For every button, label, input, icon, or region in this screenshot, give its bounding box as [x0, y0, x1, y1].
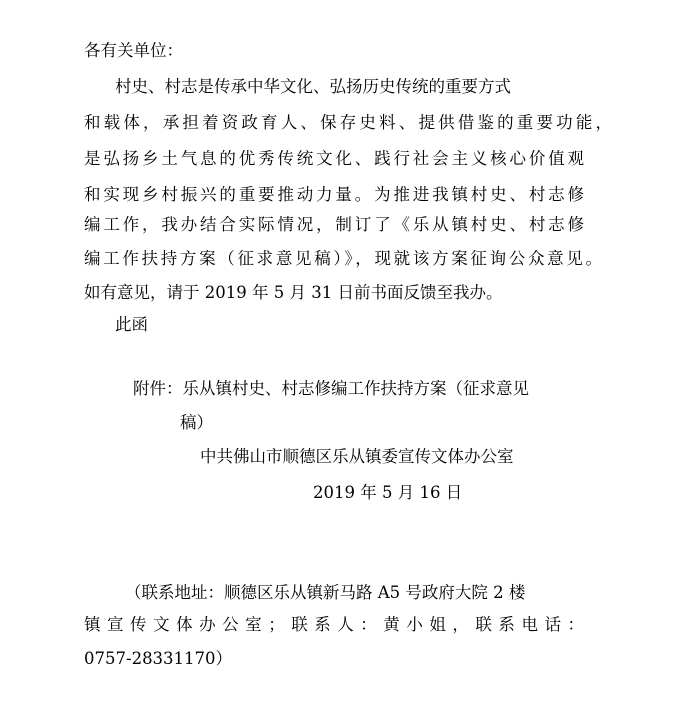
- body-line-2: 和载体，承担着资政育人、保存史料、提供借鉴的重要功能，: [84, 113, 612, 132]
- body-line-6: 编工作扶持方案（征求意见稿）》，现就该方案征询公众意见。: [84, 249, 602, 268]
- contact-line-1: （联系地址：顺德区乐从镇新马路 A5 号政府大院 2 楼: [125, 583, 526, 602]
- signature-organization: 中共佛山市顺德区乐从镇委宣传文体办公室: [200, 447, 514, 466]
- body-line-7: 如有意见，请于 2019 年 5 月 31 日前书面反馈至我办。: [84, 283, 503, 302]
- attachment-line-2: 稿）: [180, 413, 213, 432]
- body-line-5: 编工作，我办结合实际情况，制订了《乐从镇村史、村志修: [84, 215, 584, 234]
- body-line-4: 和实现乡村振兴的重要推动力量。为推进我镇村史、村志修: [84, 185, 584, 204]
- attachment-line-1: 附件：乐从镇村史、村志修编工作扶持方案（征求意见: [133, 379, 529, 398]
- body-line-1: 村史、村志是传承中华文化、弘扬历史传统的重要方式: [115, 77, 511, 96]
- closing: 此函: [115, 315, 148, 334]
- contact-line-2: 镇宣传文体办公室；联系人：黄小姐，联系电话：: [84, 615, 584, 634]
- salutation: 各有关单位：: [84, 41, 183, 60]
- body-line-3: 是弘扬乡土气息的优秀传统文化、践行社会主义核心价值观: [84, 149, 584, 168]
- signature-date: 2019 年 5 月 16 日: [313, 483, 463, 502]
- contact-line-3: 0757-28331170）: [84, 649, 233, 668]
